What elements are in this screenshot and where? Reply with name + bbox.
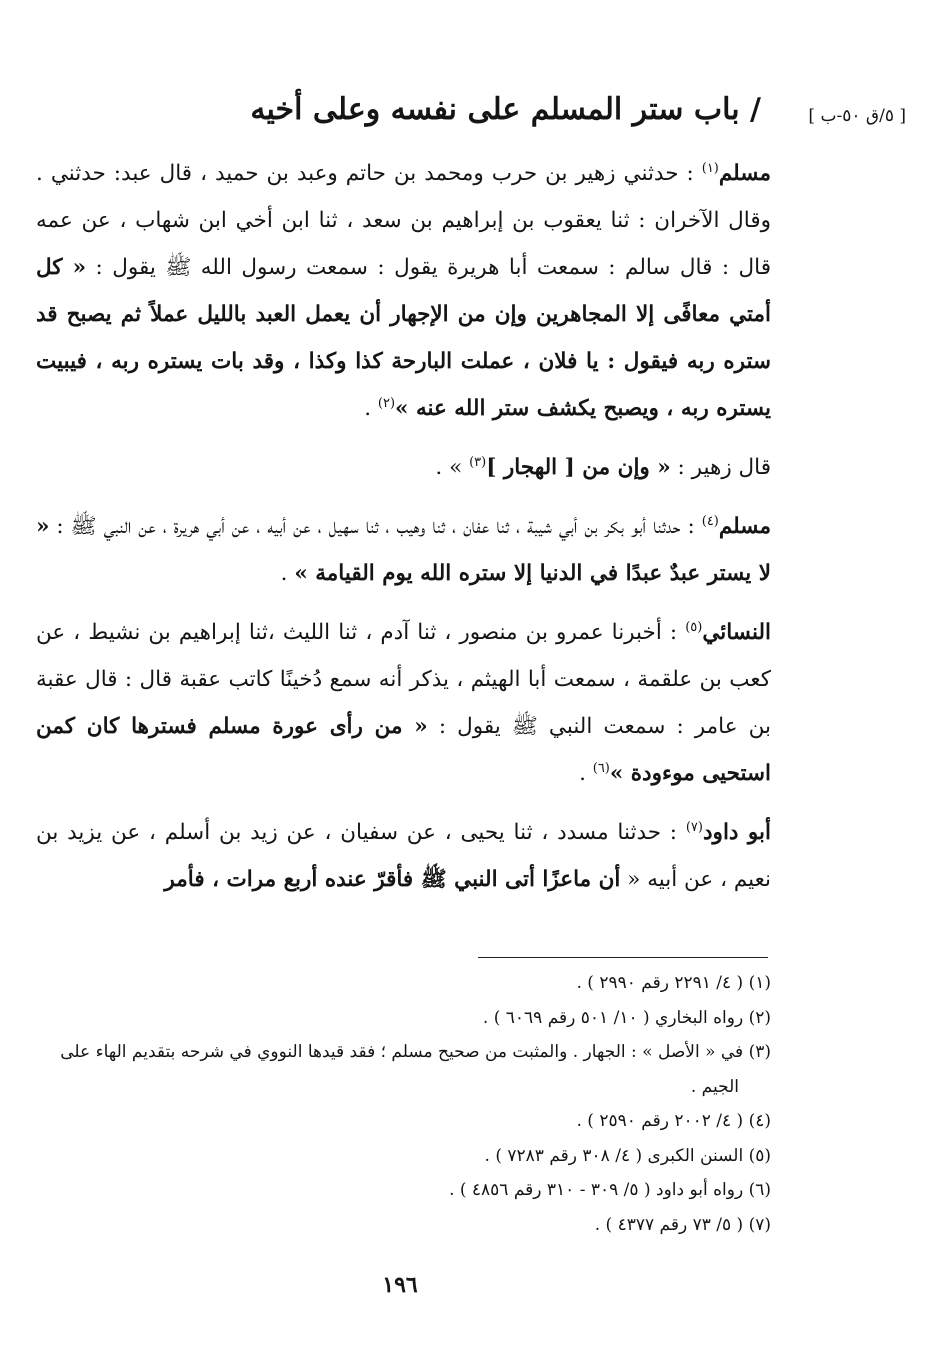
isnad-text: : حدثني زهير بن حرب ومحمد بن حاتم وعبد بن حميد ، قال عبد: حدثني . وقال الآخران : ثنا يعقوب بن إبراهيم بن سعد ، ثنا ابن أخي ابن شهاب ، عن عمه قال : قال سالم : سمعت أبا هريرة يقول : سمعت رسول الله ﷺ يقول : xyxy=(36,161,771,280)
hadith-quote: « وإن من [ الهجار ] xyxy=(486,455,671,480)
hadith-quote: « لا يستر عبدٌ عبدًا في الدنيا إلا ستره الله يوم القيامة » xyxy=(36,514,771,586)
footnote-ref: (٥) xyxy=(685,619,703,635)
footnote-ref: (٧) xyxy=(685,819,703,835)
hadith-quote: « كل أمتي معافًى إلا المجاهرين وإن من الإجهار أن يعمل العبد بالليل عملاً ثم يصبح قد ستره ربه فيقول : يا فلان ، عملت البارحة كذا وكذا ، وقد بات يستره ربه ، فيبيت يستره ربه ، ويصبح يكشف ستر الله عنه » xyxy=(36,255,771,421)
paragraph-end: . xyxy=(280,561,295,586)
footnote-ref: (١) xyxy=(701,160,719,176)
footnote: (٣) في « الأصل » : الجهار . والمثبت من صحيح مسلم ؛ فقد قيدها النووي في شرحه بتقديم الهاء على الجيم . xyxy=(60,1042,771,1097)
hadith-quote: « من رأى عورة مسلم فسترها كان كمن استحيى موءودة » xyxy=(36,714,771,786)
hadith-paragraph xyxy=(36,609,771,797)
page-number: ١٩٦ xyxy=(382,1272,418,1298)
footnote-ref: (٤) xyxy=(701,513,719,529)
hadith-paragraph xyxy=(36,444,771,491)
footnote: (١) ( ٤/ ٢٢٩١ رقم ٢٩٩٠ ) . xyxy=(576,973,771,993)
source-name: أبو داود xyxy=(702,820,771,845)
footnote-divider xyxy=(478,957,768,958)
footnote: (٢) رواه البخاري ( ١٠/ ٥٠١ رقم ٦٠٦٩ ) . xyxy=(482,1007,771,1028)
source-name: مسلم xyxy=(718,514,771,539)
hadith-paragraph xyxy=(36,150,771,432)
isnad-text: : حدثنا مسدد ، ثنا يحيى ، عن سفيان ، عن زيد بن أسلم ، عن يزيد بن نعيم ، عن أبيه « xyxy=(36,820,771,892)
isnad-text: : حدثنا أبو بكر بن أبي شيبة ، ثنا عفان ، ثنا وهيب ، ثنا سهيل ، عن أبيه ، عن أبي هريرة ، عن النبي ﷺ : xyxy=(49,514,702,539)
chapter-title: / باب ستر المسلم على نفسه وعلى أخيه xyxy=(250,92,761,127)
paragraph-end: . xyxy=(364,396,378,421)
main-text xyxy=(36,150,771,915)
footnote: (٧) ( ٥/ ٧٣ رقم ٤٣٧٧ ) . xyxy=(594,1214,771,1235)
isnad-text: قال زهير : xyxy=(670,455,771,480)
folio-mark: [ ٥/ق ٥٠-ب ] xyxy=(808,106,906,126)
hadith-quote: أن ماعزًا أتى النبي ﷺ فأقرّ عنده أربع مرات ، فأمر xyxy=(164,867,621,892)
isnad-text: : أخبرنا عمرو بن منصور ، ثنا آدم ، ثنا الليث ،ثنا إبراهيم بن نشيط ، عن كعب بن علقمة ، سمعت أبا الهيثم ، يذكر أنه سمع دُخينًا كاتب عقبة قال : قال عقبة بن عامر : سمعت النبي ﷺ يقول : xyxy=(36,620,771,739)
footnotes xyxy=(36,966,771,1242)
hadith-paragraph xyxy=(36,503,771,597)
source-name: النسائي xyxy=(702,620,771,645)
footnote-ref: (٦) xyxy=(592,760,610,776)
footnote: (٥) السنن الكبرى ( ٤/ ٣٠٨ رقم ٧٢٨٣ ) . xyxy=(484,1145,771,1166)
footnote: (٦) رواه أبو داود ( ٥/ ٣٠٩ - ٣١٠ رقم ٤٨٥٦ ) . xyxy=(449,1180,771,1200)
paragraph-end: . xyxy=(579,761,593,786)
page-header xyxy=(36,92,906,152)
hadith-paragraph xyxy=(36,809,771,903)
source-name: مسلم xyxy=(718,161,771,186)
footnote: (٤) ( ٤/ ٢٠٠٢ رقم ٢٥٩٠ ) . xyxy=(576,1111,771,1131)
paragraph-end: » . xyxy=(435,455,470,480)
footnote-ref: (٣) xyxy=(469,454,487,470)
footnote-ref: (٢) xyxy=(377,395,396,411)
